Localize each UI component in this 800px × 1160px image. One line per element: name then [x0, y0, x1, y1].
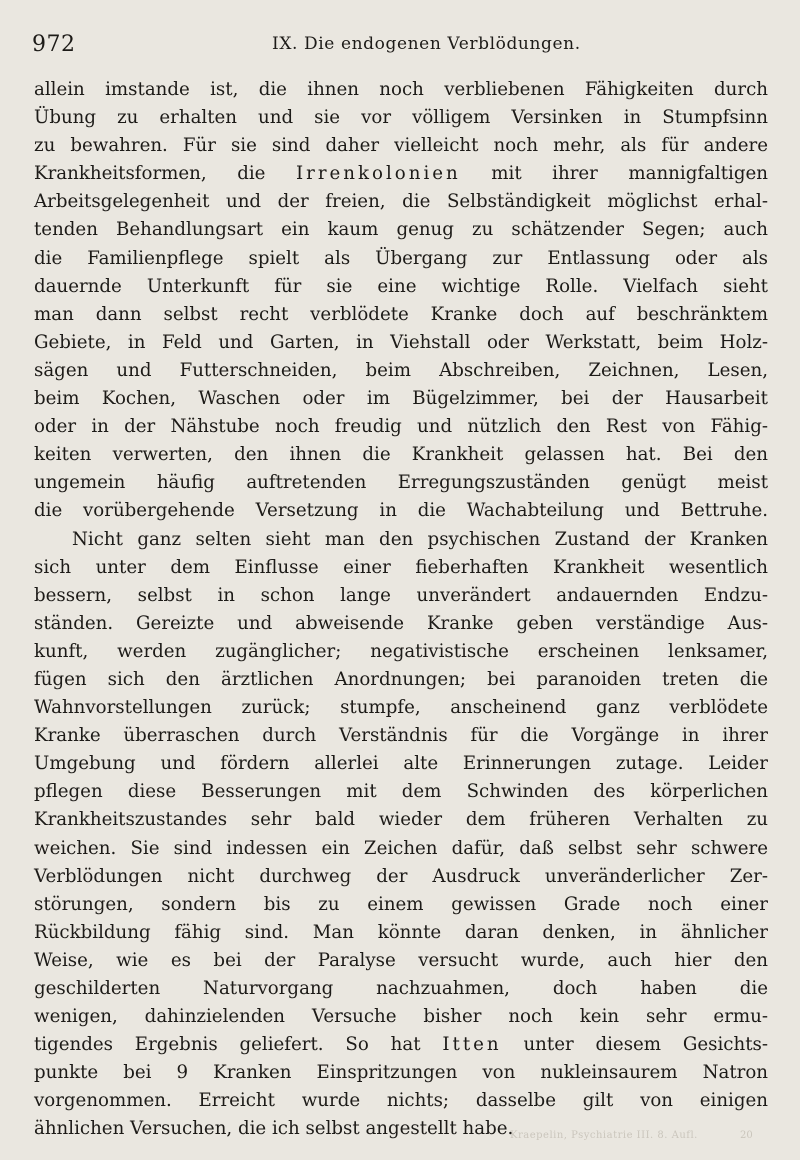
- text-line: geschilderten Naturvorgang nachzuahmen, doch haben die: [34, 978, 768, 999]
- page-header: [32, 28, 764, 58]
- page-number: 972: [32, 32, 76, 57]
- text-line: pflegen diese Besserungen mit dem Schwinden des körperlichen: [34, 781, 768, 803]
- text-fragment: unter diesem Gesichts-: [523, 1034, 768, 1056]
- text-line: Gebiete, in Feld und Garten, in Viehstall oder Werkstatt, beim Holz-: [34, 331, 768, 353]
- running-head: IX. Die endogenen Verblödungen.: [272, 34, 581, 54]
- text-line: beim Kochen, Waschen oder im Bügelzimmer, bei der Hausarbeit: [34, 388, 768, 410]
- text-line: die vorübergehende Versetzung in die Wachabteilung und Bettruhe.: [34, 500, 768, 522]
- text-line: bessern, selbst in schon lange unverändert andauernden Endzu-: [34, 584, 768, 606]
- text-line: Rückbildung fähig sind. Man könnte daran denken, in ähnlicher: [34, 921, 768, 943]
- show-through-text: Kraepelin, Psychiatrie III. 8. Aufl.: [510, 1130, 698, 1141]
- text-line: ungemein häufig auftretenden Erregungszuständen genügt meist: [34, 472, 768, 494]
- emphasized-name: Itten: [442, 1034, 502, 1056]
- text-line: ähnlichen Versuchen, die ich selbst angestellt habe.: [34, 1118, 514, 1140]
- text-line: oder in der Nähstube noch freudig und nützlich den Rest von Fähig-: [34, 416, 768, 438]
- text-line: Kranke überraschen durch Verständnis für die Vorgänge in ihrer: [34, 725, 768, 747]
- text-line: [34, 160, 768, 188]
- text-line: sägen und Futterschneiden, beim Abschreiben, Zeichnen, Lesen,: [34, 359, 768, 381]
- text-line: störungen, sondern bis zu einem gewissen Grade noch einer: [34, 893, 768, 915]
- text-line: Umgebung und fördern allerlei alte Erinnerungen zutage. Leider: [34, 753, 768, 775]
- text-line: Arbeitsgelegenheit und der freien, die Selbständigkeit möglichst erhal-: [34, 191, 768, 213]
- text-line: Übung zu erhalten und sie vor völligem Versinken in Stumpfsinn: [34, 107, 768, 129]
- text-line: [34, 1031, 768, 1059]
- text-line: sich unter dem Einflusse einer fieberhaften Krankheit wesentlich: [34, 556, 768, 578]
- text-line: die Familienpflege spielt als Übergang zur Entlassung oder als: [34, 247, 768, 269]
- text-line: Verblödungen nicht durchweg der Ausdruck unveränderlicher Zer-: [34, 865, 768, 887]
- text-line: ständen. Gereizte und abweisende Kranke geben verständige Aus-: [34, 612, 768, 634]
- text-line: kunft, werden zugänglicher; negativistische erscheinen lenksamer,: [34, 640, 768, 662]
- text-fragment: mit ihrer mannigfaltigen: [491, 163, 768, 185]
- text-line: Weise, wie es bei der Paralyse versucht wurde, auch hier den: [34, 949, 768, 971]
- text-line: zu bewahren. Für sie sind daher vielleicht noch mehr, als für andere: [34, 135, 768, 157]
- text-line: Wahnvorstellungen zurück; stumpfe, anscheinend ganz verblödete: [34, 697, 768, 719]
- text-line: man dann selbst recht verblödete Kranke doch auf beschränktem: [34, 303, 768, 325]
- text-line: dauernde Unterkunft für sie eine wichtige Rolle. Vielfach sieht: [34, 275, 768, 297]
- body-text: [34, 76, 768, 1144]
- text-line: fügen sich den ärztlichen Anordnungen; bei paranoiden treten die: [34, 668, 768, 690]
- paragraph-start-line: Nicht ganz selten sieht man den psychischen Zustand der Kranken: [72, 528, 768, 550]
- text-line: keiten verwerten, den ihnen die Krankheit gelassen hat. Bei den: [34, 444, 768, 466]
- text-line: tenden Behandlungsart ein kaum genug zu schätzender Segen; auch: [34, 219, 768, 241]
- text-line: vorgenommen. Erreicht wurde nichts; dasselbe gilt von einigen: [34, 1090, 768, 1112]
- text-fragment: tigendes Ergebnis geliefert. So hat: [34, 1034, 421, 1056]
- emphasized-term: Irrenkolonien: [295, 163, 461, 185]
- text-fragment: Krankheitsformen, die: [34, 163, 266, 185]
- text-line: Krankheitszustandes sehr bald wieder dem früheren Verhalten zu: [34, 809, 768, 831]
- show-through-number: 20: [740, 1130, 753, 1141]
- text-line: punkte bei 9 Kranken Einspritzungen von nukleinsaurem Natron: [34, 1062, 768, 1084]
- text-line: allein imstande ist, die ihnen noch verbliebenen Fähigkeiten durch: [34, 79, 768, 100]
- text-line: wenigen, dahinzielenden Versuche bisher noch kein sehr ermu-: [34, 1006, 768, 1028]
- text-line: weichen. Sie sind indessen ein Zeichen dafür, daß selbst sehr schwere: [34, 837, 768, 859]
